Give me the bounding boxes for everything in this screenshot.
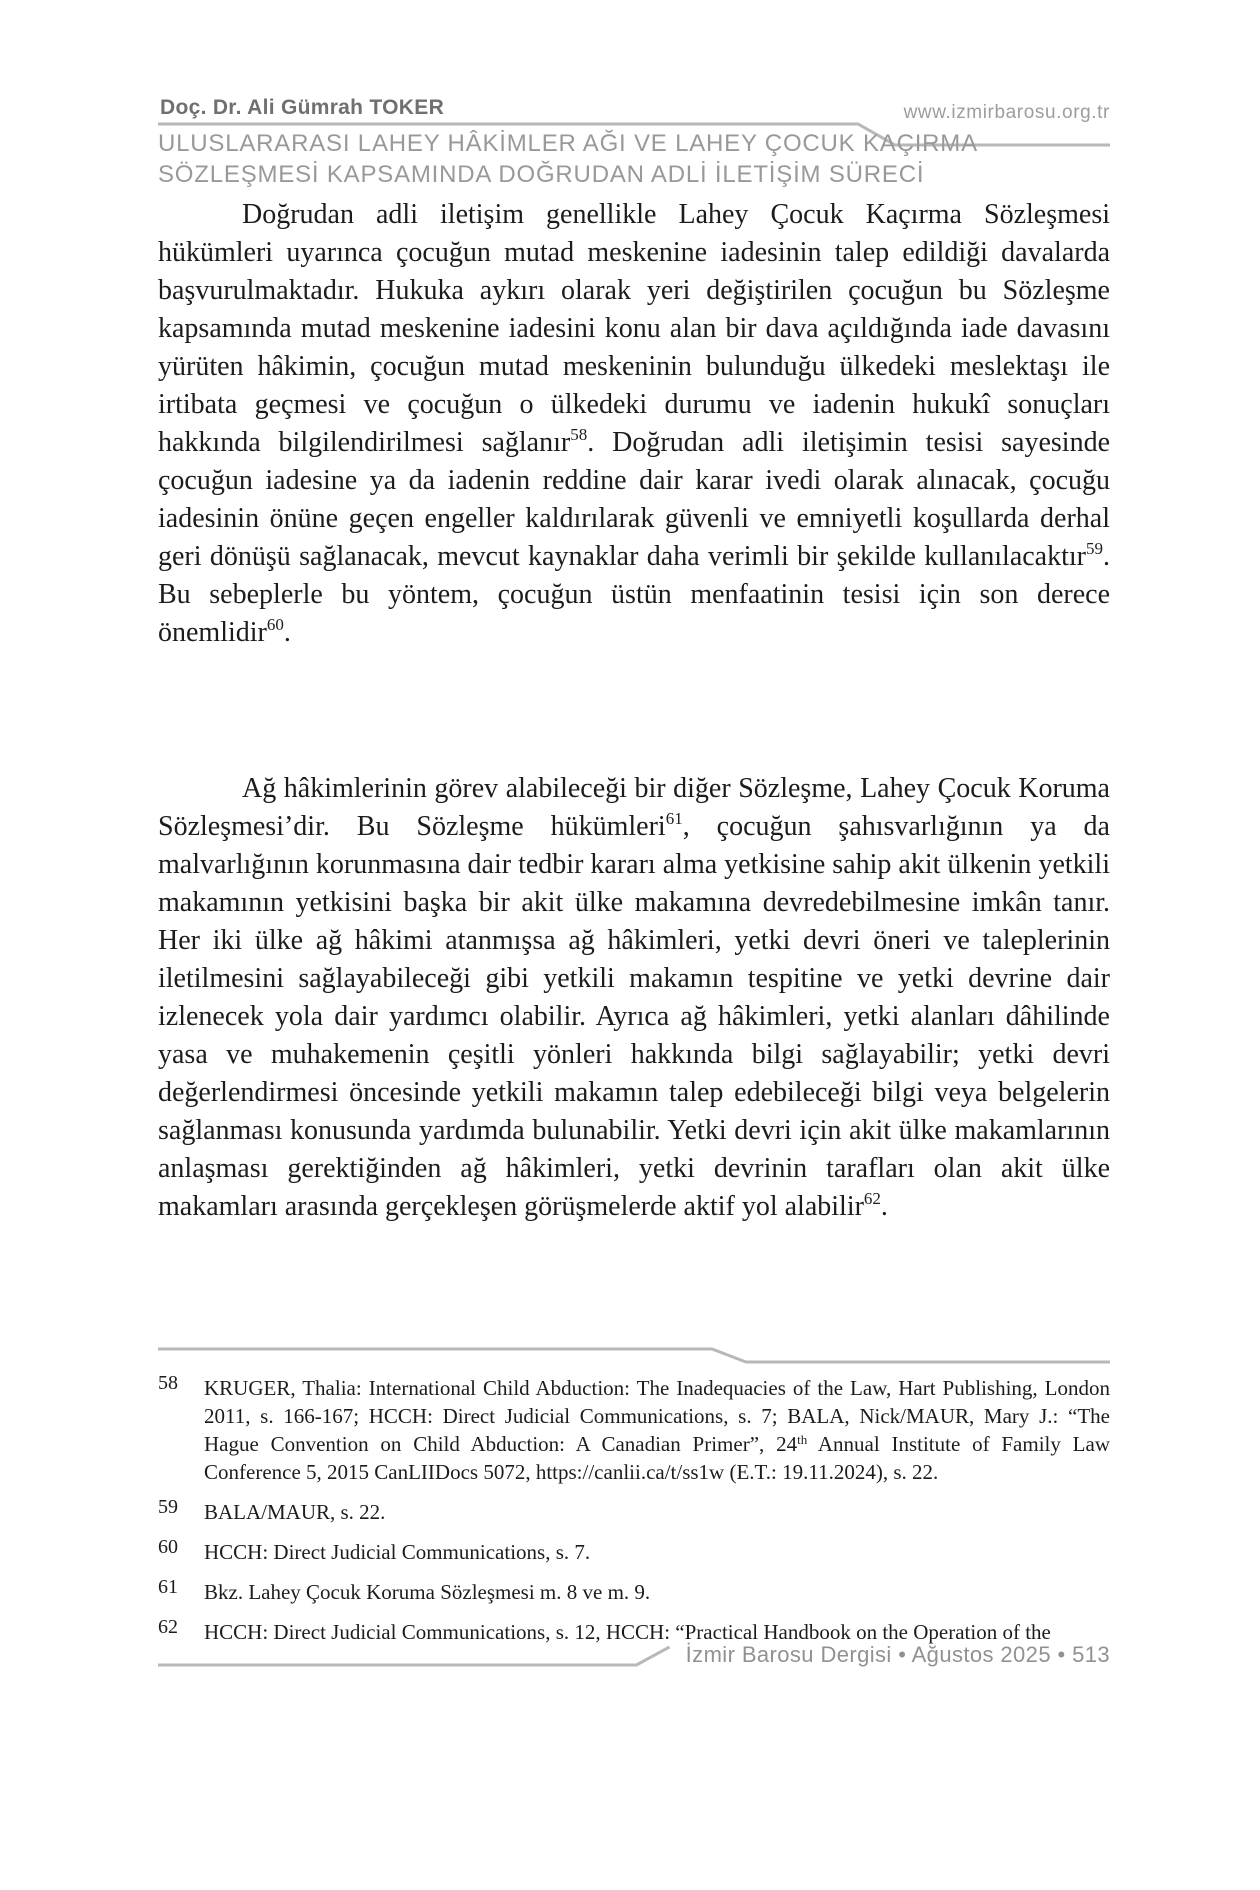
journal-info: İzmir Barosu Dergisi • Ağustos 2025 • 513 — [685, 1642, 1110, 1667]
footnote-number: 58 — [158, 1372, 178, 1394]
footnote-text: HCCH: Direct Judicial Communications, s. 12, HCCH: “Practical Handbook on the Operation of the — [204, 1620, 1051, 1644]
footnote-ref: 62 — [863, 1189, 881, 1208]
footnote-ref: 59 — [1086, 539, 1103, 558]
footnote — [158, 1538, 1110, 1566]
footnote-divider — [158, 1346, 1110, 1366]
footnote — [158, 1374, 1110, 1486]
footnote-ref: 61 — [665, 809, 683, 828]
footnote-text: Bkz. Lahey Çocuk Koruma Sözleşmesi m. 8 ve m. 9. — [204, 1580, 651, 1604]
article-title — [158, 128, 978, 190]
author-name: Doç. Dr. Ali Gümrah TOKER — [160, 96, 445, 119]
page-footer — [158, 1642, 1110, 1668]
article-body — [158, 196, 1110, 1344]
article-title-line2: SÖZLEŞMESİ KAPSAMINDA DOĞRUDAN ADLİ İLETİŞİM SÜRECİ — [158, 161, 925, 188]
footnote-text: BALA/MAUR, s. 22. — [204, 1500, 386, 1524]
footnote-ref: 58 — [570, 425, 588, 444]
footnote — [158, 1578, 1110, 1606]
body-paragraph: Ağ hâkimlerinin görev alabileceği bir diğer Sözleşme, Lahey Çocuk Koruma Sözleşmesi’dir. Bu Sözleşme hükümleri$^{61}$, çocuğun şahısvarlığının ya da malvarlığının korunmasına dair tedbir kararı alma yetkisine sahip akit ülkenin yetkili makamının yetkisini başka bir akit ülke makamına devredebilmesine imkân tanır. Her iki ülke ağ hâkimi atanmışsa ağ hâkimleri, yetki devri öneri ve taleplerinin iletilmesini sağlayabileceği gibi yetkili makamın tespitine ve yetki devrine dair izlenecek yola dair yardımcı olabilir. Ayrıca ağ hâkimleri, yetki alanları dâhilinde yasa ve muhakemenin çeşitli yönleri hakkında bilgi sağlayabilir; yetki devri değerlendirmesi öncesinde yetkili makamın talep edebileceği bilgi veya belgelerin sağlanması konusunda yardımda bulunabilir. Yetki devri için akit ülke makamlarının anlaşması gerektiğinden ağ hâkimleri, yetki devrinin tarafları olan akit ülke makamları arasında gerçekleşen görüşmelerde aktif yol alabilir$^{62}$. — [158, 773, 1110, 1222]
footnote-number: 61 — [158, 1576, 178, 1598]
footnote — [158, 1498, 1110, 1526]
footnote-number: 60 — [158, 1536, 178, 1558]
website-url: www.izmirbarosu.org.tr — [903, 102, 1110, 123]
footnote-text: HCCH: Direct Judicial Communications, s. 7. — [204, 1540, 591, 1564]
body-paragraph: Doğrudan adli iletişim genellikle Lahey Çocuk Kaçırma Sözleşmesi hükümleri uyarınca çocuğun mutad meskenine iadesinin talep edildiği davalarda başvurulmaktadır. Hukuka aykırı olarak yeri değiştirilen çocuğun bu Sözleşme kapsamında mutad meskenine iadesini konu alan bir dava açıldığında iade davasını yürüten hâkimin, çocuğun mutad meskeninin bulunduğu ülkedeki meslektaşı ile irtibata geçmesi ve çocuğun o ülkedeki durumu ve iadenin hukukî sonuçları hakkında bilgilendirilmesi sağlanır$^{58}$. Doğrudan adli iletişimin tesisi sayesinde çocuğun iadesine ya da iadenin reddine dair karar ivedi olarak alınacak, çocuğu iadesinin önüne geçen engeller kaldırılarak güvenli ve emniyetli koşullarda derhal geri dönüşü sağlanacak, mevcut kaynaklar daha verimli bir şekilde kullanılacaktır$^{59}$. Bu sebeplerle bu yöntem, çocuğun üstün menfaatinin tesisi için son derece önemlidir$^{60}$. — [158, 199, 1110, 648]
ordinal-suffix: th — [797, 1432, 808, 1447]
footnote-ref: 60 — [266, 615, 284, 634]
article-title-line1: ULUSLARARASI LAHEY HÂKİMLER AĞI VE LAHEY ÇOCUK KAÇIRMA — [158, 130, 978, 157]
footnote-number: 62 — [158, 1616, 178, 1638]
footer-divider — [158, 1644, 672, 1668]
footnote-number: 59 — [158, 1496, 178, 1518]
footnotes-section — [158, 1374, 1110, 1658]
footnote-text: KRUGER, Thalia: International Child Abduction: The Inadequacies of the Law, Hart Publishing, London 2011, s. 166-167; HCCH: Direct Judicial Communications, s. 7; BALA, Nick/MAUR, Mary J.: “The Hague Convention on Child Abduction: A Canadian Primer”, 24th Annual Institute of Family Law Conference 5, 2015 CanLIIDocs 5072, https://canlii.ca/t/ss1w (E.T.: 19.11.2024), s. 22. — [204, 1376, 1110, 1484]
